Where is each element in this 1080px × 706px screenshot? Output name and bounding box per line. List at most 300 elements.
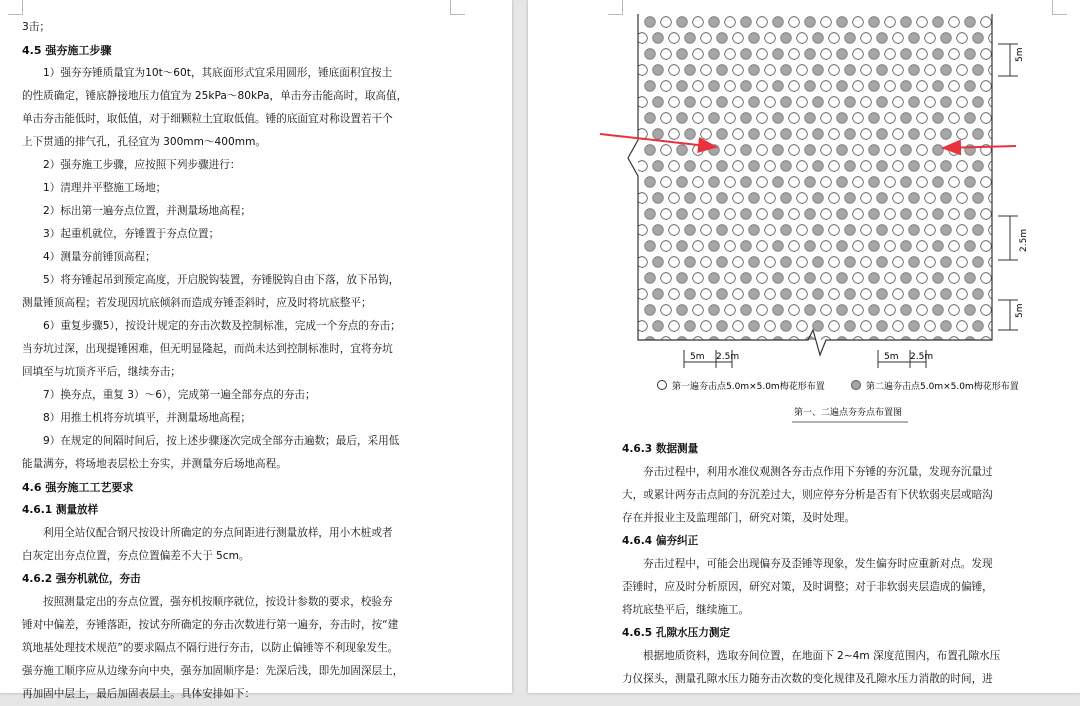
first-pass-point	[989, 257, 1000, 268]
second-pass-point	[741, 145, 752, 156]
first-pass-point	[861, 161, 872, 172]
second-pass-point	[685, 129, 696, 140]
paragraph-line: 单击夯击能低时，取低值，对于细颗粒土宜取低值。锤的底面宜对称设置若干个	[22, 113, 393, 125]
paragraph-line: 白灰定出夯点位置，夯点位置偏差不大于 5cm。	[22, 550, 250, 562]
paragraph-line: 3）起重机就位，夯锤置于夯点位置；	[43, 228, 220, 240]
second-pass-point	[709, 17, 720, 28]
first-pass-point	[989, 161, 1000, 172]
second-pass-point	[965, 209, 976, 220]
first-pass-point	[925, 225, 936, 236]
first-pass-point	[757, 145, 768, 156]
first-pass-point	[637, 1, 648, 12]
second-pass-point	[965, 49, 976, 60]
second-pass-point	[677, 241, 688, 252]
first-pass-point	[957, 289, 968, 300]
first-pass-point	[701, 321, 712, 332]
second-pass-point	[965, 241, 976, 252]
second-pass-point	[741, 177, 752, 188]
first-pass-point	[885, 177, 896, 188]
first-pass-point	[981, 81, 992, 92]
first-pass-point	[917, 177, 928, 188]
second-pass-point	[677, 305, 688, 316]
second-pass-point	[845, 193, 856, 204]
second-pass-point	[933, 113, 944, 124]
first-pass-point	[829, 1, 840, 12]
first-pass-point	[661, 49, 672, 60]
second-pass-point	[749, 161, 760, 172]
first-pass-point	[893, 65, 904, 76]
second-pass-point	[877, 161, 888, 172]
second-pass-point	[709, 337, 720, 348]
first-pass-point	[821, 177, 832, 188]
first-pass-point	[789, 177, 800, 188]
paragraph-line: 大，或累计两夯击点间的夯沉差过大，则应停夯分析是否有下伏软弱夹层或暗沟	[622, 489, 993, 501]
second-pass-point	[869, 81, 880, 92]
second-pass-point	[933, 145, 944, 156]
dim-label-25m-bottom-left: 2.5m	[716, 352, 740, 362]
second-pass-point	[781, 225, 792, 236]
second-pass-point	[813, 129, 824, 140]
first-pass-point	[797, 321, 808, 332]
second-pass-point	[717, 321, 728, 332]
second-pass-point	[709, 209, 720, 220]
first-pass-point	[757, 17, 768, 28]
second-pass-point	[973, 97, 984, 108]
first-pass-point	[917, 337, 928, 348]
first-pass-point	[661, 337, 672, 348]
first-pass-point	[885, 273, 896, 284]
second-pass-point	[877, 225, 888, 236]
first-pass-point	[925, 289, 936, 300]
section-heading: 4.6.3 数据测量	[622, 443, 699, 455]
paragraph-line: 根据地质资料，选取夯间位置，在地面下 2~4m 深度范围内，布置孔隙水压	[643, 650, 1001, 662]
second-pass-point	[877, 193, 888, 204]
paragraph-line: 1）强夯夯锤质量宜为10t～60t，其底面形式宜采用圆形，锤底面积宜按土	[43, 67, 393, 79]
first-pass-point	[829, 193, 840, 204]
second-pass-point	[933, 49, 944, 60]
first-pass-point	[669, 97, 680, 108]
second-pass-point	[1005, 161, 1016, 172]
first-pass-point	[893, 225, 904, 236]
second-pass-point	[805, 49, 816, 60]
first-pass-point	[725, 177, 736, 188]
first-pass-point	[853, 241, 864, 252]
first-pass-point	[693, 209, 704, 220]
second-pass-point	[645, 273, 656, 284]
second-pass-point	[965, 177, 976, 188]
second-pass-point	[749, 97, 760, 108]
second-pass-point	[973, 321, 984, 332]
first-pass-point	[885, 81, 896, 92]
paragraph-line: 锤对中偏差，夯锤落距，按试夯所确定的夯击次数进行第一遍夯，夯击时，按“建	[22, 619, 399, 631]
second-pass-point	[773, 337, 784, 348]
second-pass-point	[805, 337, 816, 348]
second-pass-point	[717, 289, 728, 300]
first-pass-point	[669, 257, 680, 268]
second-pass-point	[997, 49, 1008, 60]
first-pass-point	[789, 113, 800, 124]
second-pass-point	[837, 145, 848, 156]
first-pass-point	[957, 193, 968, 204]
second-pass-point	[677, 209, 688, 220]
first-pass-point	[885, 305, 896, 316]
first-pass-point	[957, 97, 968, 108]
second-pass-point	[749, 1, 760, 12]
second-pass-point	[877, 1, 888, 12]
second-pass-point	[941, 321, 952, 332]
second-pass-point	[901, 17, 912, 28]
legend-second-pass-label: 第二遍夯击点5.0m×5.0m梅花形布置	[866, 382, 1019, 392]
second-pass-point	[717, 225, 728, 236]
second-pass-point	[773, 177, 784, 188]
first-pass-point	[733, 33, 744, 44]
second-pass-point	[973, 289, 984, 300]
second-pass-point	[741, 209, 752, 220]
first-pass-point	[949, 113, 960, 124]
first-pass-point	[981, 337, 992, 348]
second-pass-point	[813, 161, 824, 172]
first-pass-point	[861, 97, 872, 108]
first-pass-point	[853, 145, 864, 156]
first-pass-point	[893, 161, 904, 172]
first-pass-point	[981, 305, 992, 316]
first-pass-point	[797, 257, 808, 268]
paragraph-line: 回填至与坑顶齐平后，继续夯击；	[22, 366, 181, 378]
first-pass-point	[669, 225, 680, 236]
first-pass-point	[885, 209, 896, 220]
paragraph-line: 按照测量定出的夯点位置，强夯机按顺序就位，按设计参数的要求，校验夯	[43, 596, 393, 608]
second-pass-point	[781, 193, 792, 204]
second-pass-point	[645, 113, 656, 124]
second-pass-point	[781, 97, 792, 108]
right-page-text	[622, 438, 1048, 691]
first-pass-point	[797, 129, 808, 140]
first-pass-point	[917, 273, 928, 284]
second-pass-point	[869, 305, 880, 316]
first-pass-point	[797, 97, 808, 108]
legend-first-pass-label: 第一遍夯击点5.0m×5.0m梅花形布置	[672, 382, 825, 392]
second-pass-point	[773, 113, 784, 124]
second-pass-point	[805, 241, 816, 252]
right-dimension-lines	[998, 44, 1018, 330]
first-pass-point	[637, 161, 648, 172]
second-pass-point	[909, 257, 920, 268]
first-pass-point	[893, 257, 904, 268]
first-pass-point	[853, 49, 864, 60]
compaction-point-layout-diagram	[598, 0, 1068, 430]
first-pass-point	[957, 129, 968, 140]
second-pass-point	[909, 97, 920, 108]
first-pass-point	[701, 1, 712, 12]
second-pass-point	[685, 1, 696, 12]
first-pass-point	[693, 337, 704, 348]
second-pass-point	[909, 321, 920, 332]
first-pass-point	[925, 161, 936, 172]
first-pass-point	[797, 193, 808, 204]
second-pass-point	[749, 289, 760, 300]
second-pass-point	[933, 177, 944, 188]
paragraph-line: 7）换夯点，重复 3）～6），完成第一遍全部夯点的夯击；	[43, 389, 316, 401]
first-pass-point	[989, 1, 1000, 12]
second-pass-point	[1005, 33, 1016, 44]
second-pass-point	[781, 1, 792, 12]
first-pass-point	[861, 225, 872, 236]
first-pass-point	[981, 49, 992, 60]
first-pass-point	[701, 65, 712, 76]
second-pass-point	[653, 97, 664, 108]
second-pass-point	[645, 337, 656, 348]
legend-second-pass-symbol	[852, 381, 861, 390]
second-pass-point	[1005, 289, 1016, 300]
first-pass-point	[701, 289, 712, 300]
second-pass-point	[773, 241, 784, 252]
first-pass-point	[957, 65, 968, 76]
first-pass-point	[765, 1, 776, 12]
second-pass-point	[717, 65, 728, 76]
page-corner-mark	[450, 0, 465, 15]
first-pass-point	[733, 129, 744, 140]
first-pass-point	[829, 161, 840, 172]
second-pass-point	[709, 177, 720, 188]
first-pass-point	[669, 289, 680, 300]
second-pass-point	[845, 65, 856, 76]
first-pass-point	[797, 161, 808, 172]
first-pass-point	[661, 241, 672, 252]
first-pass-point	[669, 193, 680, 204]
paragraph-line: 再加固中层土，最后加固表层土。具体安排如下：	[22, 688, 256, 700]
first-pass-point	[853, 177, 864, 188]
first-pass-point	[757, 113, 768, 124]
second-pass-point	[813, 225, 824, 236]
first-pass-point	[757, 177, 768, 188]
first-pass-point	[925, 97, 936, 108]
paragraph-line: 利用全站仪配合钢尺按设计所确定的夯点间距进行测量放样，用小木桩或者	[43, 527, 393, 539]
second-pass-point	[805, 113, 816, 124]
first-pass-point	[861, 193, 872, 204]
first-pass-point	[1013, 209, 1024, 220]
second-pass-point	[1005, 1, 1016, 12]
second-pass-point	[781, 257, 792, 268]
first-pass-point	[733, 97, 744, 108]
first-pass-point	[1013, 273, 1024, 284]
second-pass-point	[901, 81, 912, 92]
second-pass-point	[677, 177, 688, 188]
first-pass-point	[661, 145, 672, 156]
first-pass-point	[957, 257, 968, 268]
second-pass-point	[901, 177, 912, 188]
first-pass-point	[925, 65, 936, 76]
second-pass-point	[877, 33, 888, 44]
first-pass-point	[861, 65, 872, 76]
first-pass-point	[693, 49, 704, 60]
legend-first-pass-symbol	[658, 381, 667, 390]
second-pass-point	[997, 273, 1008, 284]
second-pass-point	[933, 17, 944, 28]
second-pass-point	[645, 209, 656, 220]
second-pass-point	[997, 337, 1008, 348]
first-pass-point	[661, 209, 672, 220]
first-pass-point	[885, 241, 896, 252]
first-pass-point	[893, 1, 904, 12]
second-pass-point	[709, 273, 720, 284]
first-pass-point	[917, 145, 928, 156]
first-pass-point	[861, 1, 872, 12]
second-pass-point	[869, 145, 880, 156]
second-pass-point	[997, 305, 1008, 316]
first-pass-point	[861, 321, 872, 332]
paragraph-line: 6）重复步骤5），按设计规定的夯击次数及控制标准，完成一个夯点的夯击；	[43, 320, 401, 332]
first-pass-point	[669, 33, 680, 44]
second-pass-point	[869, 177, 880, 188]
second-pass-point	[805, 209, 816, 220]
paragraph-line: 1）清理并平整施工场地；	[43, 182, 167, 194]
second-pass-point	[685, 161, 696, 172]
second-pass-point	[685, 97, 696, 108]
first-pass-point	[989, 33, 1000, 44]
second-pass-point	[709, 305, 720, 316]
section-heading: 4.6.2 强夯机就位，夯击	[22, 573, 141, 585]
paragraph-line: 将坑底垫平后，继续施工。	[622, 604, 750, 616]
second-pass-point	[749, 321, 760, 332]
first-pass-point	[765, 289, 776, 300]
second-pass-point	[645, 17, 656, 28]
second-pass-point	[781, 33, 792, 44]
second-pass-point	[653, 321, 664, 332]
paragraph-line: 当夯坑过深，出现提锤困难，但无明显隆起，而尚未达到控制标准时，宜将夯坑	[22, 343, 393, 355]
first-pass-point	[733, 321, 744, 332]
second-pass-point	[997, 209, 1008, 220]
first-pass-point	[733, 161, 744, 172]
second-pass-point	[901, 113, 912, 124]
first-pass-point	[661, 273, 672, 284]
first-pass-point	[949, 81, 960, 92]
first-pass-point	[693, 17, 704, 28]
first-pass-point	[829, 321, 840, 332]
second-pass-point	[877, 289, 888, 300]
first-pass-point	[725, 209, 736, 220]
first-pass-point	[733, 193, 744, 204]
first-pass-point	[917, 17, 928, 28]
first-pass-point	[853, 337, 864, 348]
second-pass-point	[805, 81, 816, 92]
first-pass-point	[701, 33, 712, 44]
first-pass-point	[725, 113, 736, 124]
second-pass-point	[645, 145, 656, 156]
second-pass-point	[901, 337, 912, 348]
second-pass-point	[653, 129, 664, 140]
second-pass-point	[813, 97, 824, 108]
second-pass-point	[749, 257, 760, 268]
second-pass-point	[941, 65, 952, 76]
first-pass-point	[789, 305, 800, 316]
second-pass-point	[973, 161, 984, 172]
second-pass-point	[645, 81, 656, 92]
first-pass-point	[853, 17, 864, 28]
paragraph-line: 能量满夯，将场地表层松土夯实，并测量夯后场地高程。	[22, 458, 287, 470]
second-pass-point	[941, 161, 952, 172]
second-pass-point	[909, 193, 920, 204]
first-pass-point	[885, 113, 896, 124]
first-pass-point	[893, 289, 904, 300]
first-pass-point	[853, 305, 864, 316]
first-pass-point	[797, 33, 808, 44]
first-pass-point	[797, 225, 808, 236]
second-pass-point	[709, 113, 720, 124]
paragraph-line: 存在并报业主及监理部门，研究对策，及时处理。	[622, 512, 856, 524]
first-pass-point	[789, 81, 800, 92]
second-pass-point	[709, 81, 720, 92]
second-pass-point	[717, 97, 728, 108]
second-pass-point	[869, 337, 880, 348]
second-pass-point	[677, 17, 688, 28]
second-pass-point	[741, 81, 752, 92]
second-pass-point	[909, 225, 920, 236]
first-pass-point	[925, 193, 936, 204]
second-pass-point	[837, 177, 848, 188]
first-pass-point	[893, 97, 904, 108]
first-pass-point	[981, 177, 992, 188]
first-pass-point	[989, 289, 1000, 300]
first-pass-point	[725, 17, 736, 28]
first-pass-point	[925, 1, 936, 12]
second-pass-point	[941, 129, 952, 140]
first-pass-point	[765, 257, 776, 268]
first-pass-point	[797, 1, 808, 12]
first-pass-point	[821, 241, 832, 252]
first-pass-point	[725, 81, 736, 92]
first-pass-point	[829, 129, 840, 140]
first-pass-point	[821, 305, 832, 316]
first-pass-point	[765, 225, 776, 236]
first-pass-point	[981, 273, 992, 284]
first-pass-point	[829, 97, 840, 108]
compaction-point-grid	[637, 1, 1024, 348]
first-pass-point	[661, 113, 672, 124]
first-pass-point	[917, 241, 928, 252]
second-pass-point	[685, 193, 696, 204]
second-pass-point	[933, 337, 944, 348]
first-pass-point	[957, 321, 968, 332]
second-pass-point	[845, 161, 856, 172]
first-pass-point	[693, 241, 704, 252]
first-pass-point	[789, 241, 800, 252]
first-pass-point	[733, 225, 744, 236]
second-pass-point	[1005, 193, 1016, 204]
second-pass-point	[837, 81, 848, 92]
second-pass-point	[941, 97, 952, 108]
first-pass-point	[981, 113, 992, 124]
first-pass-point	[661, 81, 672, 92]
dim-label-5m-bottom-right: 5m	[884, 352, 899, 362]
first-pass-point	[669, 129, 680, 140]
second-pass-point	[941, 225, 952, 236]
first-pass-point	[765, 33, 776, 44]
first-pass-point	[701, 193, 712, 204]
dim-label-5m-right-bottom: 5m	[1015, 303, 1025, 318]
second-pass-point	[685, 33, 696, 44]
second-pass-point	[741, 17, 752, 28]
first-pass-point	[757, 337, 768, 348]
second-pass-point	[653, 289, 664, 300]
first-pass-point	[949, 49, 960, 60]
first-pass-point	[821, 81, 832, 92]
first-pass-point	[701, 129, 712, 140]
second-pass-point	[685, 321, 696, 332]
second-pass-point	[709, 241, 720, 252]
first-pass-point	[893, 321, 904, 332]
second-pass-point	[973, 1, 984, 12]
first-pass-point	[861, 33, 872, 44]
